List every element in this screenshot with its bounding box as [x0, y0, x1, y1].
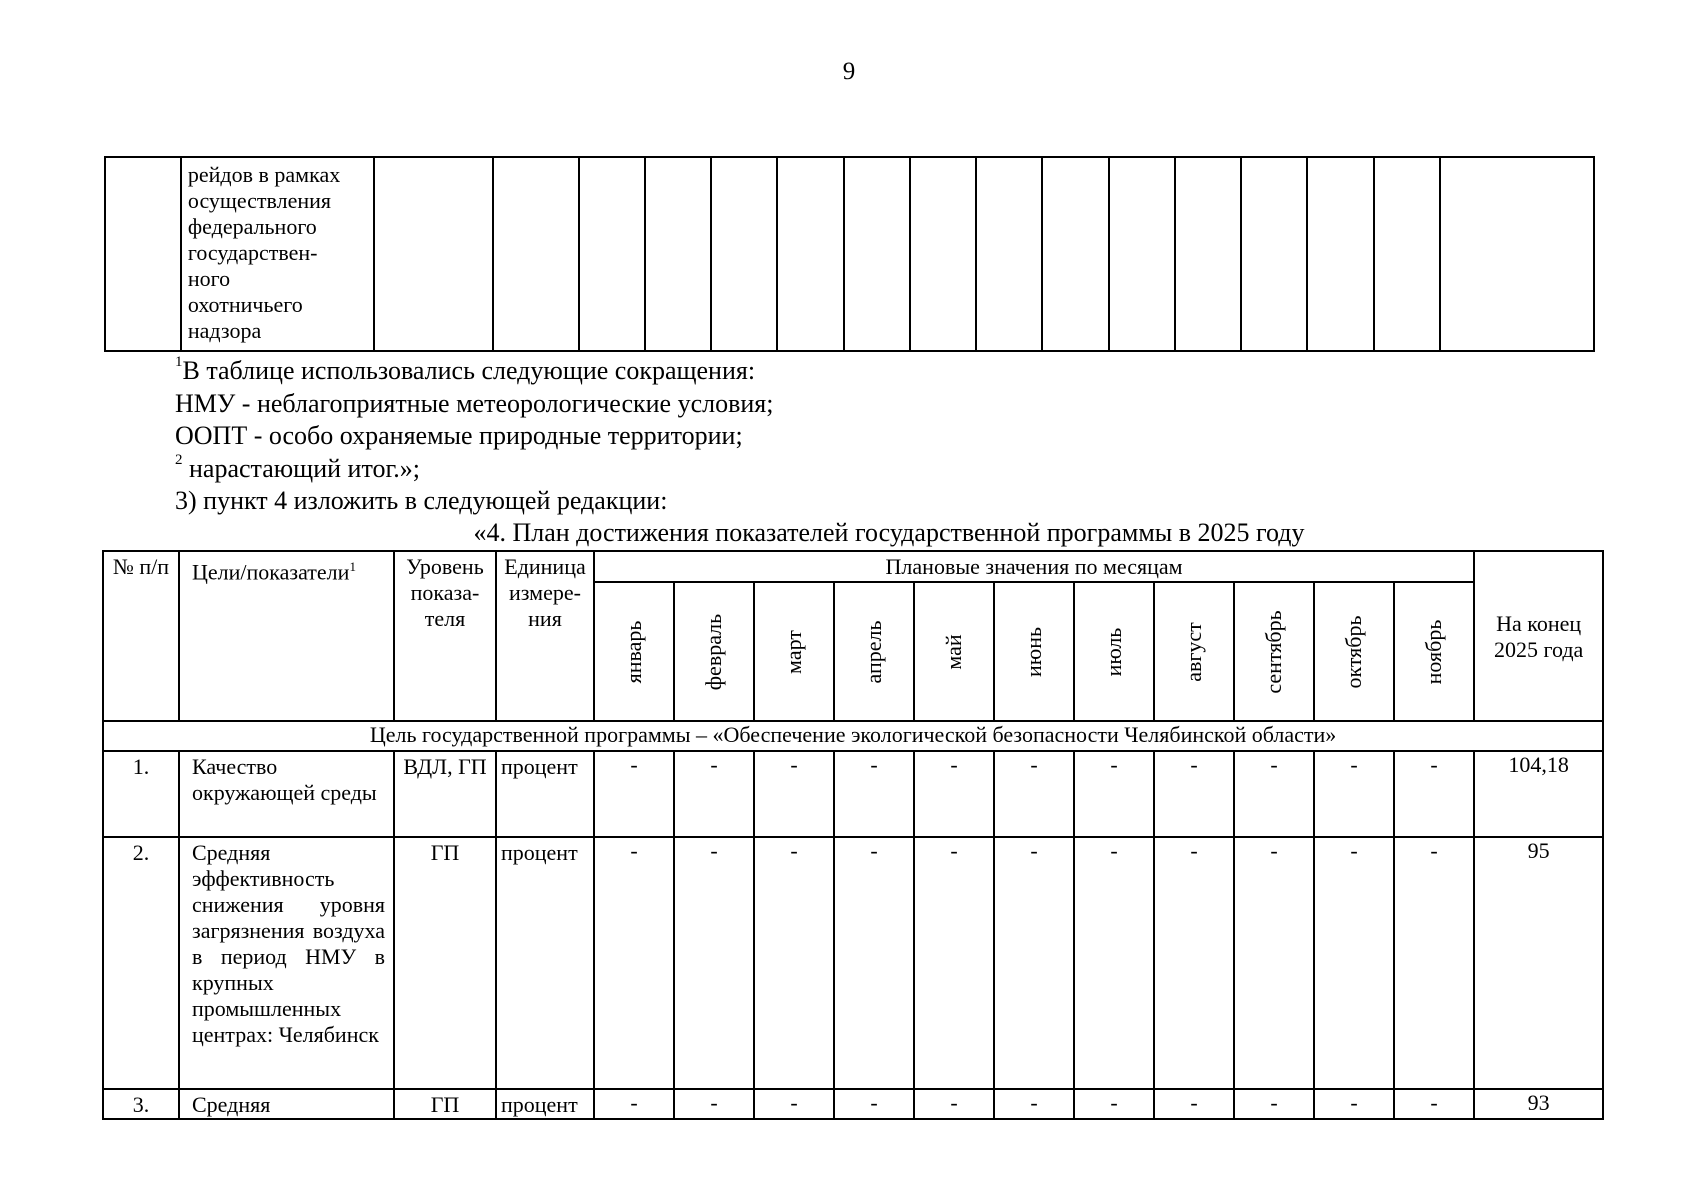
indicator-unit: процент [496, 751, 594, 837]
month-value: - [754, 837, 834, 1089]
program-goal: Цель государственной программы – «Обеспечение экологической безопасности Челябинской области» [103, 721, 1603, 751]
table-row [103, 751, 1603, 837]
month-value: - [754, 1089, 834, 1119]
plan-table [102, 550, 1604, 1120]
month-value: - [1394, 837, 1474, 1089]
header-end: На конец 2025 года [1474, 551, 1603, 721]
row-number: 3. [103, 1089, 179, 1119]
month-value: - [1314, 751, 1394, 837]
indicator-unit: процент [496, 837, 594, 1089]
month-header: ноябрь [1394, 582, 1474, 721]
month-value: - [834, 1089, 914, 1119]
indicator-level: ГП [394, 1089, 496, 1119]
header-level: Уровень показа-теля [394, 551, 496, 721]
instruction-text: 3) пункт 4 изложить в следующей редакции: [175, 486, 668, 515]
indicator-name: Средняя [179, 1089, 394, 1119]
table-row [105, 157, 1594, 351]
indicator-level: ВДЛ, ГП [394, 751, 496, 837]
month-value: - [594, 837, 674, 1089]
month-value: - [1074, 837, 1154, 1089]
indicator-level: ГП [394, 837, 496, 1089]
month-value: - [1234, 1089, 1314, 1119]
indicator-unit: процент [496, 1089, 594, 1119]
header-num: № п/п [103, 551, 179, 721]
month-value: - [1154, 837, 1234, 1089]
month-value: - [1154, 1089, 1234, 1119]
month-value: - [834, 751, 914, 837]
month-value: - [1394, 751, 1474, 837]
table-row [103, 837, 1603, 1089]
month-value: - [1394, 1089, 1474, 1119]
month-header: январь [594, 582, 674, 721]
page-number: 9 [842, 58, 856, 85]
month-header: июль [1074, 582, 1154, 721]
month-value: - [1234, 837, 1314, 1089]
table-caption: «4. План достижения показателей государственной программы в 2025 году [473, 518, 1305, 547]
footnote-nmu: НМУ - неблагоприятные метеорологические условия; [175, 388, 774, 418]
header-unit: Единица измере-ния [496, 551, 594, 721]
month-value: - [754, 751, 834, 837]
indicator-name: Средняя эффективность снижения уровня загрязнения воздуха в период НМУ в крупных промышленных центрах: Челябинск [179, 837, 394, 1089]
month-value: - [1074, 1089, 1154, 1119]
end-year-value: 104,18 [1474, 751, 1603, 837]
month-header: октябрь [1314, 582, 1394, 721]
month-value: - [914, 837, 994, 1089]
month-header: август [1154, 582, 1234, 721]
row-number: 2. [103, 837, 179, 1089]
row-number: 1. [103, 751, 179, 837]
month-header: март [754, 582, 834, 721]
end-year-value: 93 [1474, 1089, 1603, 1119]
month-header: май [914, 582, 994, 721]
goal-row [103, 721, 1603, 751]
indicator-cell: рейдов в рамках осуществления федерального государствен- ного охотничьего надзора [181, 157, 374, 351]
table-row [103, 1089, 1603, 1119]
month-value: - [1074, 751, 1154, 837]
month-value: - [994, 751, 1074, 837]
month-value: - [994, 837, 1074, 1089]
end-year-value: 95 [1474, 837, 1603, 1089]
month-header: апрель [834, 582, 914, 721]
indicator-name: Качество окружающей среды [179, 751, 394, 837]
month-value: - [1234, 751, 1314, 837]
month-value: - [1314, 1089, 1394, 1119]
month-value: - [834, 837, 914, 1089]
month-value: - [1314, 837, 1394, 1089]
month-header: июнь [994, 582, 1074, 721]
month-value: - [674, 1089, 754, 1119]
month-value: - [594, 1089, 674, 1119]
month-header: февраль [674, 582, 754, 721]
footnote-1: $^1$В таблице использовались следующие сокращения: [175, 354, 756, 385]
top-table-fragment [104, 156, 1595, 352]
month-value: - [914, 1089, 994, 1119]
header-planned: Плановые значения по месяцам [594, 551, 1474, 582]
month-value: - [594, 751, 674, 837]
footnote-oopt: ООПТ - особо охраняемые природные территории; [175, 421, 743, 450]
month-value: - [914, 751, 994, 837]
month-value: - [994, 1089, 1074, 1119]
footnote-2: $^2$ нарастающий итог.»; [175, 451, 420, 483]
month-header: сентябрь [1234, 582, 1314, 721]
header-goals: Цели/показатели$^1$ [179, 551, 394, 721]
month-value: - [674, 751, 754, 837]
month-value: - [1154, 751, 1234, 837]
footnotes [175, 355, 773, 518]
month-value: - [674, 837, 754, 1089]
header-row [103, 551, 1603, 582]
